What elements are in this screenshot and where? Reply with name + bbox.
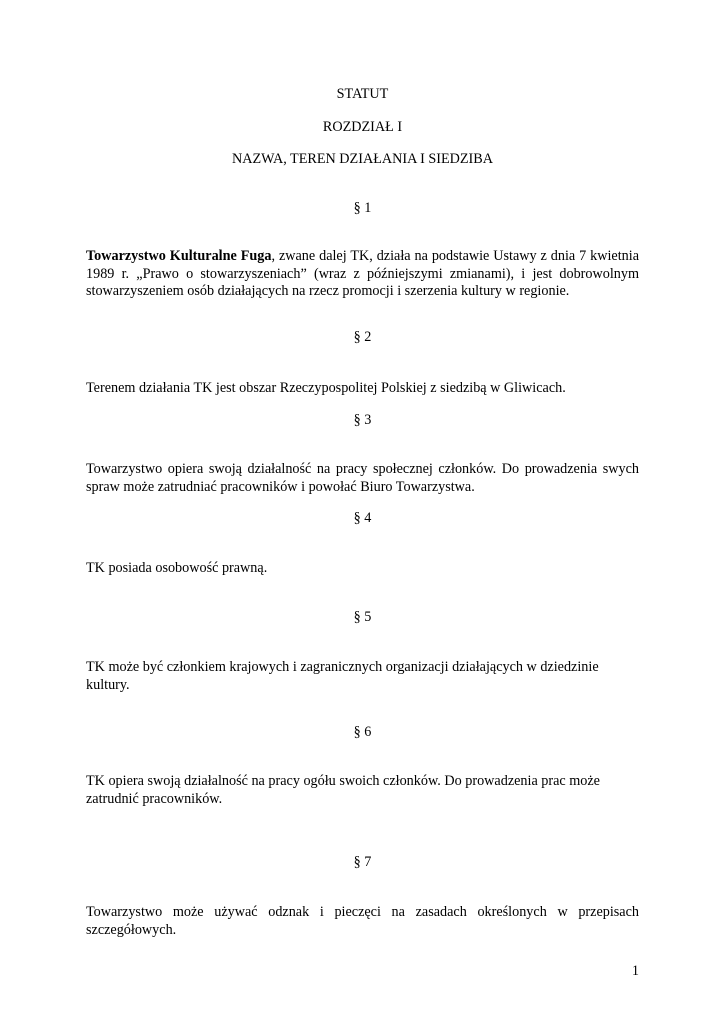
- section-mark-6: § 6: [353, 724, 372, 740]
- section-mark-3: § 3: [353, 412, 372, 428]
- section-text-3: Towarzystwo opiera swoją działalność na pracy społecznej członków. Do prowadzenia swych spraw może zatrudniać pracowników i powołać Biuro Towarzystwa.: [86, 461, 639, 495]
- section-mark-4: § 4: [353, 510, 372, 526]
- section-mark-1: § 1: [353, 200, 372, 216]
- section-text-4: TK posiada osobowość prawną.: [86, 560, 268, 576]
- section-text-1-body: , zwane dalej TK, działa na podstawie Ustawy z dnia 7 kwietnia 1989 r. „Prawo o stowarzyszeniach” (wraz z późniejszymi zmianami), i jest dobrowolnym stowarzyszeniem osób działających na rzecz promocji i szerzenia kultury w regionie.: [86, 248, 639, 299]
- page-number: 1: [631, 963, 639, 979]
- section-mark-2: § 2: [353, 329, 372, 345]
- document-title: STATUT: [336, 86, 389, 102]
- section-text-2: Terenem działania TK jest obszar Rzeczypospolitej Polskiej z siedzibą w Gliwicach.: [86, 380, 566, 396]
- organization-name: Towarzystwo Kulturalne Fuga: [86, 248, 272, 264]
- chapter-title: NAZWA, TEREN DZIAŁANIA I SIEDZIBA: [232, 151, 493, 167]
- section-mark-7: § 7: [353, 854, 372, 870]
- chapter-heading: ROZDZIAŁ I: [322, 119, 403, 135]
- section-text-7: Towarzystwo może używać odznak i pieczęci na zasadach określonych w przepisach szczegółowych.: [86, 904, 639, 938]
- section-text-6: TK opiera swoją działalność na pracy ogółu swoich członków. Do prowadzenia prac może zatrudnić pracowników.: [86, 773, 600, 807]
- section-text-1: [86, 248, 639, 301]
- section-text-5: TK może być członkiem krajowych i zagranicznych organizacji działających w dziedzinie kultury.: [86, 659, 599, 693]
- section-mark-5: § 5: [353, 609, 372, 625]
